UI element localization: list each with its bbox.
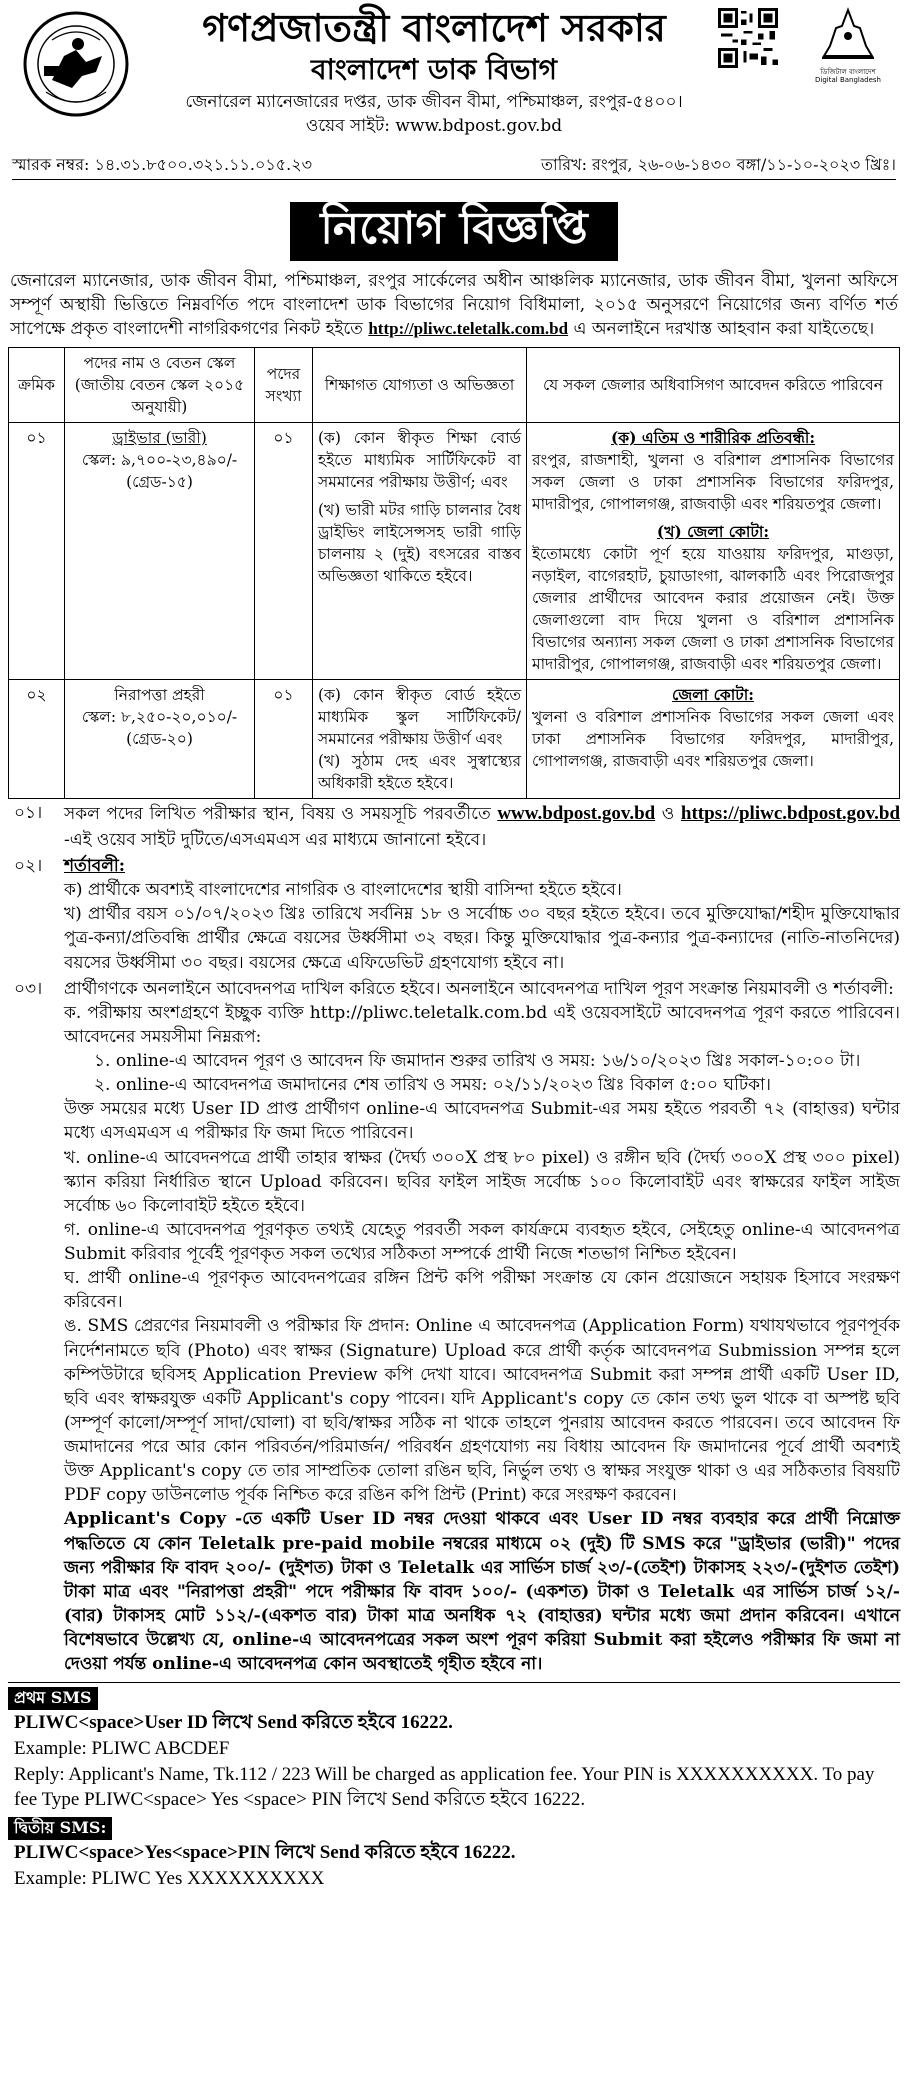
vacancy-table [8, 347, 900, 799]
office-address: জেনারেল ম্যানেজারের দপ্তর, ডাক জীবন বীমা, পশ্চিমাঞ্চল, রংপুর-৫৪০০। [185, 92, 683, 113]
department-name: বাংলাদেশ ডাক বিভাগ [310, 52, 557, 86]
qualification-b: (খ) ভারী মটর গাড়ি চালনার বৈধ ড্রাইভিং লাইসেন্সসহ ভারী গাড়ি চালনায় ২ (দুই) বৎসরের বাস্তব অভিজ্ঞতা থাকিতে হইবে। [318, 500, 521, 585]
row-serial: ০২ [9, 679, 65, 798]
pliwc-bdpost-link[interactable]: https://pliwc.bdpost.gov.bd [680, 802, 901, 824]
first-sms-label: প্রথম SMS [8, 1687, 98, 1710]
section-body [64, 977, 900, 1677]
digital-bangladesh-logo [808, 6, 888, 86]
quota-heading-orphan: (ক) এতিম ও শারীরিক প্রতিবন্ধী: [610, 427, 816, 447]
digital-bangladesh-text: ডিজিটাল বাংলাদেশ Digital Bangladesh [815, 68, 881, 84]
header-districts: যে সকল জেলার অধিবাসিগণ আবেদন করিতে পারিবেন [527, 347, 900, 422]
post-scale: স্কেল: ৯,৭০০-২৩,৪৯০/- [81, 450, 238, 469]
qualification-a: (ক) কোন স্বীকৃত বোর্ড হইতে মাধ্যমিক স্কুল সার্টিফিকেট/ সমমানের পরীক্ষায় উত্তীর্ণ এবং [318, 685, 521, 748]
apply-link[interactable]: http://pliwc.teletalk.com.bd [368, 318, 569, 338]
row-qualification [313, 422, 527, 679]
row-count: ০১ [255, 679, 313, 798]
row-serial: ০১ [9, 422, 65, 679]
second-sms-example: Example: PLIWC Yes XXXXXXXXXX [14, 1867, 325, 1889]
section-number: ০২। [14, 856, 43, 877]
first-sms-reply: Reply: Applicant's Name, Tk.112 / 223 Will be charged as application fee. Your PIN is XXXXXXXXXX. To pay fee Type PLIWC<space> Yes <space> PIN লিখে Send করিতে হইবে 16222. [14, 1763, 875, 1811]
section-number: ০৩। [14, 978, 43, 999]
qualification-b: (খ) সুঠাম দেহ এবং সুস্বাস্থ্যের অধিকারী হইতে হইবে। [318, 751, 521, 792]
quota-text-district: ইতোমধ্যে কোটা পূর্ণ হয়ে যাওয়ায় ফরিদপুর, মাগুড়া, নড়াইল, বাগেরহাট, চুয়াডাংগা, ঝালকাঠি এবং পিরোজপুর জেলার প্রার্থীদের আবেদন করার প্রয়োজন নেই। উক্ত জেলাগুলো বাদ দিয়ে খুলনা ও বরিশাল প্রশাসনিক বিভাগের অন্যান্য সকল জেলা ও ঢাকা প্রশাসনিক বিভাগের মাদারীপুর, গোপালগঞ্জ, রাজবাড়ী এবং শরিয়তপুর জেলা। [532, 544, 894, 673]
rule-ka-3: উক্ত সময়ের মধ্যে User ID প্রাপ্ত প্রার্থীগণ online-এ আবেদনপত্র Submit-এর সময় হইতে পরবর্তী ৭২ (বাহাত্তর) ঘন্টার মধ্যে এসএমএস এ পরীক্ষার ফি জমা দিতে পারিবেন। [64, 1099, 900, 1144]
header-qualification: শিক্ষাগত যোগ্যতা ও অভিজ্ঞতা [313, 347, 527, 422]
intro-text: জেনারেল ম্যানেজার, ডাক জীবন বীমা, পশ্চিমাঞ্চল, রংপুর সার্কেলের অধীন আঞ্চলিক ম্যানেজার, ডাক জীবন বীমা, খুলনা অফিসে সম্পূর্ণ অস্থায়ী ভিত্তিতে নিম্নবর্ণিত পদে বাংলাদেশ ডাক বিভাগের নিয়োগ বিধিমালা, ২০১৫ অনুসরণে নিয়োগের জন্য বর্ণিত শর্ত সাপেক্ষে প্রকৃত বাংলাদেশী নাগরিকগণের নিকট হইতে [10, 270, 898, 339]
quota-text-orphan: রংপুর, রাজশাহী, খুলনা ও বরিশাল প্রশাসনিক বিভাগের সকল জেলা ও ঢাকা প্রশাসনিক বিভাগের ফরিদপুর, মাদারীপুর, গোপালগঞ্জ, রাজবাড়ী এবং শরিয়তপুর জেলা। [532, 450, 894, 513]
table-header-row [9, 347, 900, 422]
quota-text-district: খুলনা ও বরিশাল প্রশাসনিক বিভাগের সকল জেলা এবং ঢাকা প্রশাসনিক বিভাগের ফরিদপুর, মাদারীপুর, গোপালগঞ্জ, রাজবাড়ী এবং শরিয়তপুর জেলা। [532, 707, 894, 770]
header-serial: ক্রমিক [9, 347, 65, 422]
quota-heading-district: (খ) জেলা কোটা: [656, 521, 770, 541]
row-count: ০১ [255, 422, 313, 679]
notice-title: নিয়োগ বিজ্ঞপ্তি [290, 202, 617, 261]
rule-ka: ক. পরীক্ষায় অংশগ্রহণে ইচ্ছুক ব্যক্তি http://pliwc.teletalk.com.bd এই ওয়েবসাইটে আবেদনপত্র পূরণ করতে পারিবেন। আবেদনের সময়সীমা নিম্নরূপ: [64, 1002, 900, 1047]
header-count: পদের সংখ্যা [255, 347, 313, 422]
website: ওয়েব সাইট: www.bdpost.gov.bd [305, 116, 563, 137]
intro-tail: এ অনলাইনে দরখাস্ত আহবান করা যাইতেছে। [573, 318, 875, 339]
row-districts [527, 679, 900, 798]
section-body [64, 854, 900, 975]
rule-gha: ঘ. প্রার্থী online-এ পূরণকৃত আবেদনপত্রের রঙ্গিন প্রিন্ট কপি পরীক্ষা সংক্রান্ত যে কোন প্রয়োজনে সহায়ক হিসাবে সংরক্ষণ করিবেন। [64, 1268, 900, 1313]
row-qualification [313, 679, 527, 798]
rule-ka-1: ১. online-এ আবেদন পূরণ ও আবেদন ফি জমাদান শুরুর তারিখ ও সময়: ১৬/১০/২০২৩ খ্রিঃ সকাল-১০:০০ টা। [94, 1051, 861, 1072]
second-sms-label: দ্বিতীয় SMS: [8, 1817, 112, 1840]
digital-bangladesh-icon [818, 6, 878, 62]
post-name: নিরাপত্তা প্রহরী [114, 685, 205, 704]
rule-ka-2: ২. online-এ আবেদনপত্র জমাদানের শেষ তারিখ ও সময়: ০২/১১/২০২৩ খ্রিঃ বিকাল ৫:০০ ঘটিকা। [94, 1075, 771, 1096]
post-scale: স্কেল: ৮,২৫০-২০,০১০/- [81, 707, 238, 726]
post-grade: (গ্রেড-১৫) [126, 472, 193, 491]
sms-instructions [8, 1682, 900, 1891]
section-number: ০১। [14, 802, 43, 823]
bdpost-link[interactable]: www.bdpost.gov.bd [497, 802, 656, 824]
post-name: ড্রাইভার (ভারী) [112, 428, 207, 447]
section-body [64, 801, 900, 852]
header [8, 6, 900, 188]
intro-paragraph [10, 269, 898, 341]
row-post [65, 679, 255, 798]
section-02 [8, 854, 900, 975]
header-titles [158, 6, 710, 138]
condition-a: ক) প্রার্থীকে অবশ্যই বাংলাদেশের নাগরিক ও বাংলাদেশের স্থায়ী বাসিন্দা হইতে হইবে। [64, 880, 622, 901]
rule-ga: গ. online-এ আবেদনপত্র পূরণকৃত তথ্যই যেহেতু পরবর্তী সকল কার্যক্রমে ব্যবহৃত হইবে, সেইহেতু online-এ আবেদনপত্র Submit করিবার পূর্বেই পূরণকৃত সকল তথ্যের সঠিকতা সম্পর্কে প্রার্থী নিজে শতভাগ নিশ্চিত হইবেন। [64, 1219, 900, 1265]
table-row [9, 422, 900, 679]
section3-intro: প্রার্থীগণকে অনলাইনে আবেদনপত্র দাখিল করিতে হইবে। অনলাইনে আবেদনপত্র দাখিল পূরণ সংক্রান্ত নিয়মাবলী ও শর্তাবলী: [64, 978, 894, 999]
condition-b: খ) প্রার্থীর বয়স ০১/০৭/২০২৩ খ্রিঃ তারিখে সর্বনিম্ন ১৮ ও সর্বোচ্চ ৩০ বছর হইতে হইবে। তবে মুক্তিযোদ্ধা/শহীদ মুক্তিযোদ্ধার পুত্র-কন্যা/প্রতিবন্ধি প্রার্থীর ক্ষেত্রে বয়সের উর্ধ্বসীমা ৩২ বছর। কিন্তু মুক্তিযোদ্ধার পুত্র-কন্যার পুত্র-কন্যাদের (নাতি-নাতনিদের) বয়সের উর্ধ্বসীমা ৩০ বছর। বয়সের ক্ষেত্রে এফিডেভিট গ্রহণযোগ্য হইবে না। [64, 904, 900, 973]
section-03 [8, 977, 900, 1677]
conditions-heading: শর্তাবলী: [64, 856, 126, 877]
rule-uma-1: ঙ. SMS প্রেরণের নিয়মাবলী ও পরীক্ষার ফি প্রদান: Online এ আবেদনপত্র (Application Form) যথাযথভাবে পূরণপূর্বক নির্দেশনামতে ছবি (Photo) এবং স্বাক্ষর (Signature) Upload করে প্রার্থী কর্তৃক আবেদনপত্র Submission সম্পন্ন হলে কম্পিউটারে ছবিসহ Application Preview কপি দেখা যাবে। আবেদনপত্র Submit করা সম্পন্ন প্রার্থী একটি User ID, ছবি এবং স্বাক্ষরযুক্ত একটি Applicant's copy পাবেন। যদি Applicant's copy তে কোন তথ্য ভুল থাকে বা অস্পষ্ট ছবি (সম্পূর্ণ কালো/সম্পূর্ণ সাদা/ঘোলা) বা ছবি/স্বাক্ষর সঠিক না থাকে তাহলে পুনরায় আবেদন করতে পারবেন। তবে আবেদন ফি জমাদানের পরে আর কোন পরিবর্তন/পরিমার্জন/ পরিবর্ধন গ্রহণযোগ্য নয় বিধায় আবেদন ফি জমাদানের পূর্বে প্রার্থী অবশ্যই উক্ত Applicant's copy তে তার সাম্প্রতিক তোলা রঙিন ছবি, নির্ভুল তথ্য ও স্বাক্ষর সংযুক্ত থাকা ও এর সঠিকতার বিষয়টি PDF copy ডাউনলোড পূর্বক নিশ্চিত করে রঙিন কপি প্রিন্ট (Print) করে সংরক্ষণ করবেন। [64, 1316, 900, 1506]
row-post [65, 422, 255, 679]
rule-uma-2: Applicant's Copy -তে একটি User ID নম্বর দেওয়া থাকবে এবং User ID নম্বর ব্যবহার করে প্রার্থী নিম্নোক্ত পদ্ধতিতে যে কোন Teletalk pre-paid mobile নম্বরের মাধ্যমে ০২ (দুই) টি SMS করে "ড্রাইভার (ভারী)" পদের জন্য পরীক্ষার ফি বাবদ ২০০/- (দুইশত) টাকা ও Teletalk এর সার্ভিস চার্জ ২৩/-(তেইশ) টাকাসহ ২২৩/-(দুইশত তেইশ) টাকা মাত্র এবং "নিরাপত্তা প্রহরী" পদে পরীক্ষার ফি বাবদ ১০০/- (একশত) টাকা ও Teletalk এর সার্ভিস চার্জ ১২/- (বার) টাকাসহ মোট ১১২/-(একশত বার) টাকা মাত্র অনধিক ৭২ (বাহাত্তর) ঘন্টার মধ্যে জমা প্রদান করিবেন। এখানে বিশেষভাবে উল্লেখ্য যে, online-এ আবেদনপত্রের সকল অংশ পূরণ করিয়া Submit করা হইলেও পরীক্ষার ফি জমা না দেওয়া পর্যন্ত online-এ আবেদনপত্র কোন অবস্থাতেই গৃহীত হইবে না। [64, 1509, 900, 1675]
qr-code-icon [718, 8, 778, 68]
row-districts [527, 422, 900, 679]
post-logo-icon [22, 10, 130, 118]
table-row [9, 679, 900, 798]
memo-date: তারিখ: রংপুর, ২৬-০৬-১৪৩০ বঙ্গা/১১-১০-২০২৩ খ্রিঃ। [541, 155, 896, 174]
post-grade: (গ্রেড-২০) [126, 729, 193, 748]
first-sms-command: PLIWC<space>User ID লিখে Send করিতে হইবে 16222. [14, 1712, 453, 1734]
section-01 [8, 801, 900, 852]
rule-kha: খ. online-এ আবেদনপত্রে প্রার্থী তাহার স্বাক্ষর (দৈর্ঘ্য ৩০০X প্রস্থ ৮০ pixel) ও রঙ্গীন ছবি (দৈর্ঘ্য ৩০০X প্রস্থ ৩০০ pixel) স্ক্যান করিয়া নির্ধারিত স্থানে Upload করিবেন। ছবির ফাইল সাইজ সর্বোচ্চ ১০০ কিলোবাইট এবং স্বাক্ষরের ফাইল সাইজ সর্বোচ্চ ৬০ কিলোবাইট হইতে হইবে। [64, 1147, 900, 1216]
section1-tail: -এই ওয়েব সাইট দুটিতে/এসএমএস এর মাধ্যমে জানানো হইবে। [64, 829, 487, 850]
memo-number: স্মারক নম্বর: ১৪.৩১.৮৫০০.৩২১.১১.০১৫.২৩ [12, 155, 313, 174]
memo-row [12, 154, 896, 180]
quota-heading-district: জেলা কোটা: [672, 684, 754, 704]
second-sms-command: PLIWC<space>Yes<space>PIN লিখে Send করিতে হইবে 16222. [14, 1842, 516, 1864]
government-name: গণপ্রজাতন্ত্রী বাংলাদেশ সরকার [202, 5, 666, 50]
qualification-a: (ক) কোন স্বীকৃত শিক্ষা বোর্ড হইতে মাধ্যমিক সার্টিফিকেট বা সমমানের পরীক্ষায় উত্তীর্ণ; এবং [318, 428, 521, 491]
section1-text: সকল পদের লিখিত পরীক্ষার স্থান, বিষয় ও সময়সূচি পরবর্তীতে [64, 803, 491, 824]
title-wrap [8, 202, 900, 261]
section1-and: ও [661, 803, 675, 824]
header-post: পদের নাম ও বেতন স্কেল (জাতীয় বেতন স্কেল ২০১৫ অনুযায়ী) [65, 347, 255, 422]
first-sms-example: Example: PLIWC ABCDEF [14, 1738, 230, 1760]
header-right [718, 6, 888, 98]
